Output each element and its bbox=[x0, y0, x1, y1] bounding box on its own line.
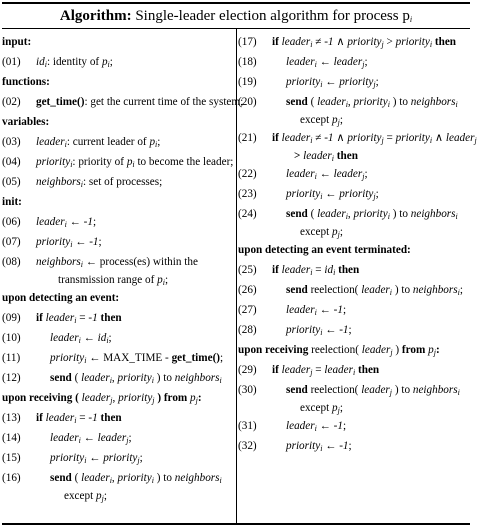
code-line bbox=[2, 328, 235, 348]
code-line bbox=[2, 152, 235, 172]
line-number: (10) bbox=[2, 332, 21, 344]
line-number: (30) bbox=[238, 384, 257, 396]
section-header: upon detecting an event terminated: bbox=[238, 244, 411, 256]
line-body: if leader$_i$ ≠ -1 ∧ priority$_j$ > priority$_i$ then bbox=[272, 36, 457, 49]
code-line bbox=[238, 260, 470, 280]
code-line bbox=[2, 172, 235, 192]
line-body: leader$_i$ ← leader$_j$; bbox=[50, 432, 132, 445]
line-body: $id_i$: identity of $p_i$; bbox=[36, 56, 113, 69]
code-line bbox=[2, 132, 235, 152]
title-text: Single-leader election algorithm for process p bbox=[135, 8, 410, 24]
title-prefix: Algorithm: bbox=[59, 8, 132, 24]
line-number: (28) bbox=[238, 324, 257, 336]
line-body: get_time(): get the current time of the system; bbox=[36, 96, 244, 108]
section-header: upon detecting an event: bbox=[2, 292, 120, 304]
line-body: if leader$_i$ = -1 then bbox=[36, 412, 122, 425]
line-body: leader$_i$ ← -1; bbox=[286, 420, 347, 433]
line-number: (18) bbox=[238, 56, 257, 68]
line-body: send ( leader$_i$, priority$_i$ ) to neighbors$_i$ bbox=[50, 372, 222, 385]
section-header: functions: bbox=[2, 76, 50, 88]
line-number: (01) bbox=[2, 56, 21, 68]
line-body: priority$_i$ ← -1; bbox=[36, 236, 102, 249]
line-body: if leader$_i$ = $id_i$ then bbox=[272, 264, 360, 277]
line-body: priority$_i$ ← priority$_j$; bbox=[50, 452, 143, 465]
line-number: (22) bbox=[238, 168, 257, 180]
continuation-line: except $p_j$; bbox=[300, 114, 343, 127]
code-line bbox=[2, 252, 235, 272]
section-header: input: bbox=[2, 36, 32, 48]
code-line bbox=[2, 428, 235, 448]
line-number: (23) bbox=[238, 188, 257, 200]
line-number: (09) bbox=[2, 312, 21, 324]
code-line bbox=[2, 232, 235, 252]
line-number: (29) bbox=[238, 364, 257, 376]
line-number: (19) bbox=[238, 76, 257, 88]
code-line bbox=[238, 204, 470, 224]
line-number: (26) bbox=[238, 284, 257, 296]
code-line bbox=[238, 92, 470, 112]
line-number: (12) bbox=[2, 372, 21, 384]
line-number: (05) bbox=[2, 176, 21, 188]
line-body: leader$_i$ ← leader$_j$; bbox=[286, 168, 368, 181]
code-line bbox=[238, 280, 470, 300]
section-header: variables: bbox=[2, 116, 50, 128]
line-number: (02) bbox=[2, 96, 21, 108]
code-line bbox=[238, 164, 470, 184]
line-number: (20) bbox=[238, 96, 257, 108]
code-line bbox=[2, 448, 235, 468]
title-sub: i bbox=[409, 15, 413, 24]
line-body: send ( leader$_i$, priority$_i$ ) to neighbors$_i$ bbox=[286, 208, 458, 221]
line-body: leader$_i$: current leader of $p_i$; bbox=[36, 136, 161, 149]
code-line bbox=[2, 212, 235, 232]
continuation-line: except $p_j$; bbox=[300, 226, 343, 239]
line-number: (17) bbox=[238, 36, 257, 48]
line-body: leader$_i$ ← leader$_j$; bbox=[286, 56, 368, 69]
code-line bbox=[238, 416, 470, 436]
line-number: (32) bbox=[238, 440, 257, 452]
line-number: (15) bbox=[2, 452, 21, 464]
code-line bbox=[238, 300, 470, 320]
code-line bbox=[2, 348, 235, 368]
code-line bbox=[2, 368, 235, 388]
code-line bbox=[238, 184, 470, 204]
continuation-line: except $p_j$; bbox=[300, 402, 343, 415]
code-line bbox=[2, 308, 235, 328]
line-number: (04) bbox=[2, 156, 21, 168]
line-body: if leader$_i$ ≠ -1 ∧ priority$_j$ = priority$_i$ ∧ leader$_j$ bbox=[272, 132, 477, 145]
line-body: priority$_i$ ← priority$_j$; bbox=[286, 188, 379, 201]
line-number: (03) bbox=[2, 136, 21, 148]
left-column bbox=[2, 32, 244, 504]
code-line bbox=[238, 72, 470, 92]
line-number: (08) bbox=[2, 256, 21, 268]
line-number: (11) bbox=[2, 352, 21, 364]
continuation-line: except $p_j$; bbox=[64, 490, 107, 503]
line-body: send reelection( leader$_i$ ) to neighbors$_i$; bbox=[286, 284, 463, 297]
line-number: (07) bbox=[2, 236, 21, 248]
line-body: leader$_i$ ← $id_i$; bbox=[50, 332, 112, 345]
continuation-line: transmission range of $p_i$; bbox=[58, 274, 169, 287]
line-number: (14) bbox=[2, 432, 21, 444]
line-body: priority$_i$ ← -1; bbox=[286, 440, 352, 453]
code-line bbox=[2, 92, 244, 112]
line-number: (25) bbox=[238, 264, 257, 276]
line-body: priority$_i$ ← priority$_j$; bbox=[286, 76, 379, 89]
line-number: (21) bbox=[238, 132, 257, 144]
code-line bbox=[238, 52, 470, 72]
code-line bbox=[2, 468, 235, 488]
line-body: priority$_i$ ← -1; bbox=[286, 324, 352, 337]
line-number: (27) bbox=[238, 304, 257, 316]
line-body: priority$_i$ ← MAX_TIME - get_time(); bbox=[50, 352, 224, 365]
line-body: neighbors$_i$: set of processes; bbox=[36, 176, 163, 189]
section-header: upon receiving ( leader$_j$, priority$_j$ ) from $p_j$: bbox=[2, 392, 202, 405]
line-number: (31) bbox=[238, 420, 257, 432]
code-line bbox=[238, 436, 470, 456]
line-body: leader$_i$ ← -1; bbox=[36, 216, 97, 229]
algorithm-box bbox=[2, 2, 477, 525]
line-body: priority$_i$: priority of $p_i$ to become the leader; bbox=[36, 156, 234, 169]
line-body: send ( leader$_i$, priority$_i$ ) to neighbors$_i$ bbox=[286, 96, 458, 109]
line-number: (06) bbox=[2, 216, 21, 228]
code-line bbox=[238, 360, 470, 380]
code-line bbox=[238, 128, 477, 148]
line-body: leader$_i$ ← -1; bbox=[286, 304, 347, 317]
algorithm-title bbox=[2, 4, 470, 29]
code-line bbox=[238, 380, 470, 400]
line-number: (24) bbox=[238, 208, 257, 220]
line-number: (16) bbox=[2, 472, 21, 484]
section-header: init: bbox=[2, 196, 22, 208]
line-body: send ( leader$_i$, priority$_i$ ) to neighbors$_i$ bbox=[50, 472, 222, 485]
continuation-line: > leader$_i$ then bbox=[294, 150, 358, 163]
line-body: if leader$_j$ = leader$_i$ then bbox=[272, 364, 380, 377]
code-line bbox=[238, 320, 470, 340]
line-body: if leader$_i$ = -1 then bbox=[36, 312, 122, 325]
code-line bbox=[2, 408, 235, 428]
section-header: upon receiving reelection( leader$_j$ ) from $p_j$: bbox=[238, 344, 440, 357]
line-body: send reelection( leader$_j$ ) to neighbors$_i$ bbox=[286, 384, 460, 397]
code-line bbox=[238, 32, 470, 52]
line-number: (13) bbox=[2, 412, 21, 424]
line-body: neighbors$_i$ ← process(es) within the bbox=[36, 256, 198, 269]
right-column bbox=[238, 32, 477, 456]
code-line bbox=[2, 52, 235, 72]
